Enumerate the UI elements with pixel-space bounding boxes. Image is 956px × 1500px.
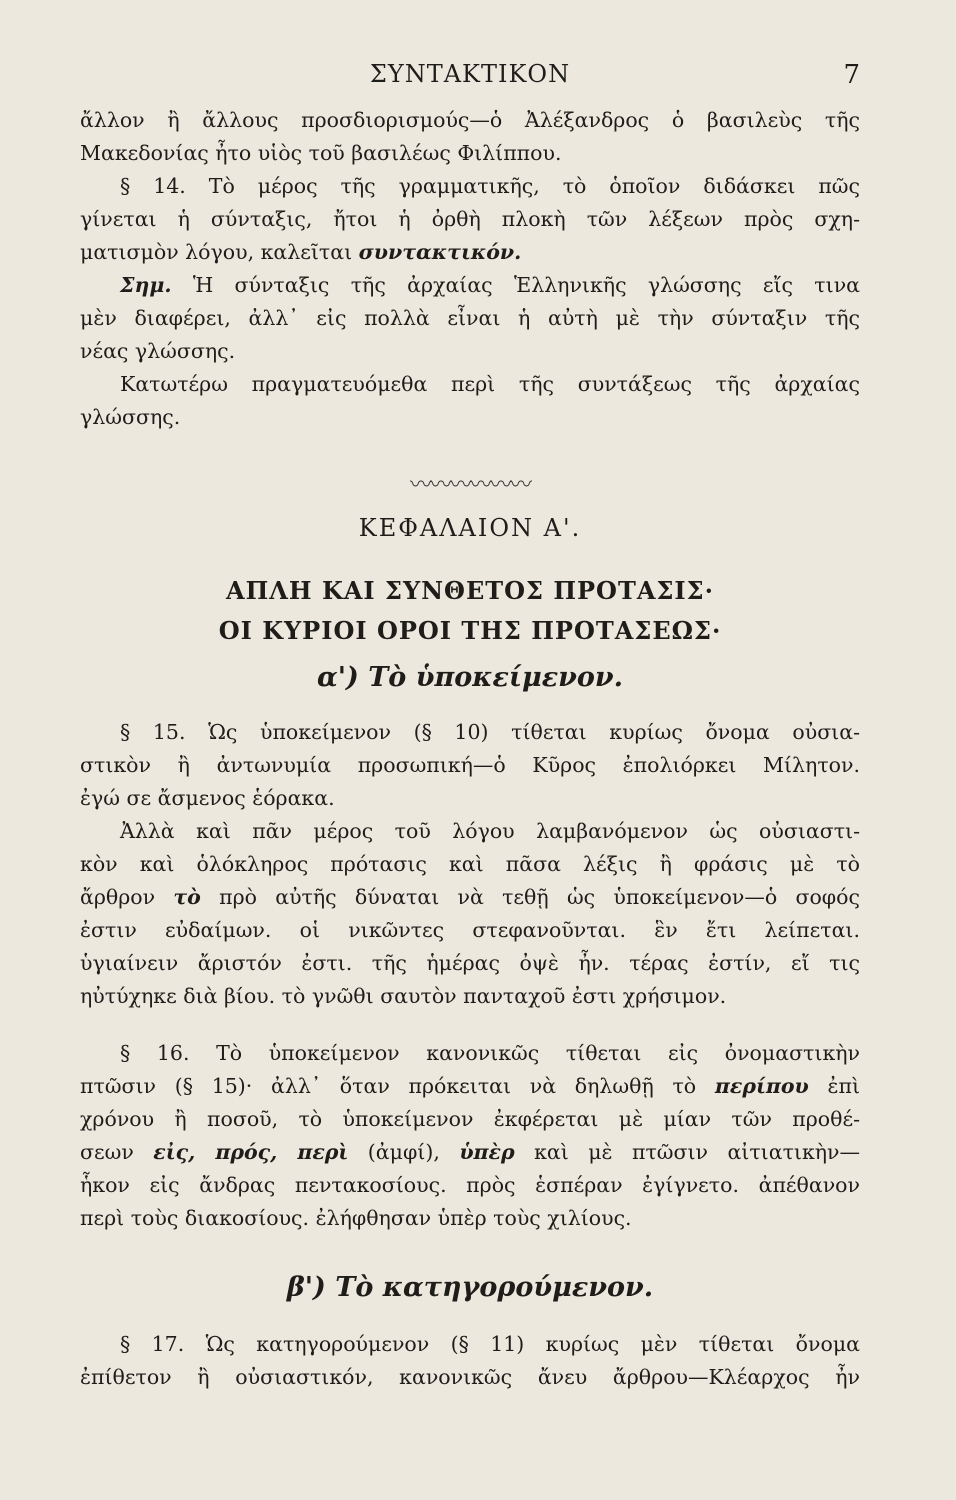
text-line: γλώσσης. — [80, 405, 181, 429]
text-line: § 17. Ὡς κατηγορούμενον (§ 11) κυρίως μὲν τίθεται ὄνομα — [120, 1332, 860, 1356]
text-line: ἐστιν εὐδαίμων. οἱ νικῶντες στεφανοῦνται. ἓν ἔτι λείπεται. — [80, 918, 860, 942]
text-line — [80, 1136, 860, 1169]
chapter-heading-2: ΟΙ ΚΥΡΙΟΙ ΟΡΟΙ ΤΗΣ ΠΡΟΤΑΣΕΩΣ· — [218, 616, 722, 645]
preposition-hyper: ὑπὲρ — [459, 1140, 515, 1164]
text-run: ματισμὸν λόγου, καλεῖται — [80, 240, 359, 264]
text-line: ηὐτύχηκε διὰ βίου. τὸ γνῶθι σαυτὸν πανταχοῦ ἐστι χρήσιμον. — [80, 984, 727, 1008]
article-to: τὸ — [173, 885, 201, 909]
text-line: Μακεδονίας ἦτο υἱὸς τοῦ βασιλέως Φιλίππου. — [80, 141, 562, 165]
text-run: πτῶσιν (§ 15)· ἀλλ᾽ ὅταν πρόκειται νὰ δηλωθῇ τὸ — [80, 1074, 715, 1098]
paragraph-14-line — [80, 236, 860, 269]
term-syntaktikon: συντακτικόν. — [358, 240, 522, 264]
term-peripou: περίπου — [714, 1074, 809, 1098]
paragraph-16 — [80, 1037, 860, 1235]
running-title: ΣΥΝΤΑΚΤΙΚΟΝ — [369, 60, 571, 88]
text-line: ἄλλον ἢ ἄλλους προσδιορισμούς—ὁ Ἀλέξανδρος ὁ βασιλεὺς τῆς — [80, 108, 860, 132]
text-run: καὶ μὲ πτῶσιν αἰτιατικὴν— — [514, 1140, 861, 1164]
text-line: Ἀλλὰ καὶ πᾶν μέρος τοῦ λόγου λαμβανόμενον ὡς οὐσιαστι- — [120, 819, 860, 843]
text-line: § 16. Τὸ ὑποκείμενον κανονικῶς τίθεται εἰς ὀνομαστικὴν — [120, 1041, 860, 1065]
paragraph-17 — [80, 1328, 860, 1394]
note-line: νέας γλώσσης. — [80, 339, 236, 363]
text-line: Κατωτέρω πραγματευόμεθα περὶ τῆς συντάξεως τῆς ἀρχαίας — [120, 372, 860, 396]
text-line: ἐπίθετον ἢ οὐσιαστικόν, κανονικῶς ἄνευ ἄρθρου—Κλέαρχος ἦν — [80, 1365, 860, 1389]
text-run: Ἡ σύνταξις τῆς ἀρχαίας Ἑλληνικῆς γλώσσης εἴς τινα — [171, 273, 860, 297]
text-run: σεων — [80, 1140, 154, 1164]
text-line — [80, 881, 860, 914]
note-line: μὲν διαφέρει, ἀλλ᾽ εἰς πολλὰ εἶναι ἡ αὐτὴ μὲ τὴν σύνταξιν τῆς — [80, 306, 860, 330]
text-line: ἧκον εἰς ἄνδρας πεντακοσίους. πρὸς ἑσπέραν ἐγίγνετο. ἀπέθανον — [80, 1173, 860, 1197]
note-line — [80, 269, 860, 302]
text-line — [80, 1070, 860, 1103]
text-line: ἐγώ σε ἄσμενος ἑόρακα. — [80, 786, 335, 810]
page-header — [80, 60, 860, 96]
text-line: § 15. Ὡς ὑποκείμενον (§ 10) τίθεται κυρίως ὄνομα οὐσια- — [120, 720, 860, 744]
page-number: 7 — [843, 60, 860, 90]
text-line: χρόνου ἢ ποσοῦ, τὸ ὑποκείμενον ἐκφέρεται μὲ μίαν τῶν προθέ- — [80, 1107, 860, 1131]
text-line: κὸν καὶ ὁλόκληρος πρότασις καὶ πᾶσα λέξις ἢ φράσις μὲ τὸ — [80, 852, 860, 876]
text-line: ὑγιαίνειν ἄριστόν ἐστι. τῆς ἡμέρας ὀψὲ ἦν. τέρας ἐστίν, εἴ τις — [80, 951, 860, 975]
section-a-title: α') Τὸ ὑποκείμενον. — [317, 662, 623, 693]
chapter-heading-1: ΑΠΛΗ ΚΑΙ ΣΥΝΘΕΤΟΣ ΠΡΟΤΑΣΙΣ· — [226, 576, 714, 605]
text-line: στικὸν ἢ ἀντωνυμία προσωπική—ὁ Κῦρος ἐπολιόρκει Μίλητον. — [80, 753, 860, 777]
text-line: περὶ τοὺς διακοσίους. ἐλήφθησαν ὑπὲρ τοὺς χιλίους. — [80, 1206, 632, 1230]
text-run: ἐπὶ — [808, 1074, 861, 1098]
note-label: Σημ. — [120, 273, 172, 297]
text-run: πρὸ αὐτῆς δύναται νὰ τεθῇ ὡς ὑποκείμενον—ὁ σοφός — [200, 885, 860, 909]
paragraph-14-line: § 14. Τὸ μέρος τῆς γραμματικῆς, τὸ ὁποῖον διδάσκει πῶς — [120, 174, 860, 198]
prepositions: εἰς, πρός, περὶ — [153, 1140, 349, 1164]
paragraph-14-line: γίνεται ἡ σύνταξις, ἤτοι ἡ ὀρθὴ πλοκὴ τῶν λέξεων πρὸς σχη- — [80, 207, 860, 231]
section-b-title: β') Τὸ κατηγορούμενον. — [286, 1272, 654, 1303]
chapter-label: ΚΕΦΑΛΑΙΟΝ Α'. — [358, 514, 582, 542]
paragraph-15 — [80, 716, 860, 1013]
intro-text — [80, 104, 860, 434]
text-run: (ἀμφί), — [348, 1140, 460, 1164]
text-run: ἄρθρον — [80, 885, 174, 909]
section-divider-ornament: 〰〰〰〰〰〰 — [409, 473, 530, 498]
